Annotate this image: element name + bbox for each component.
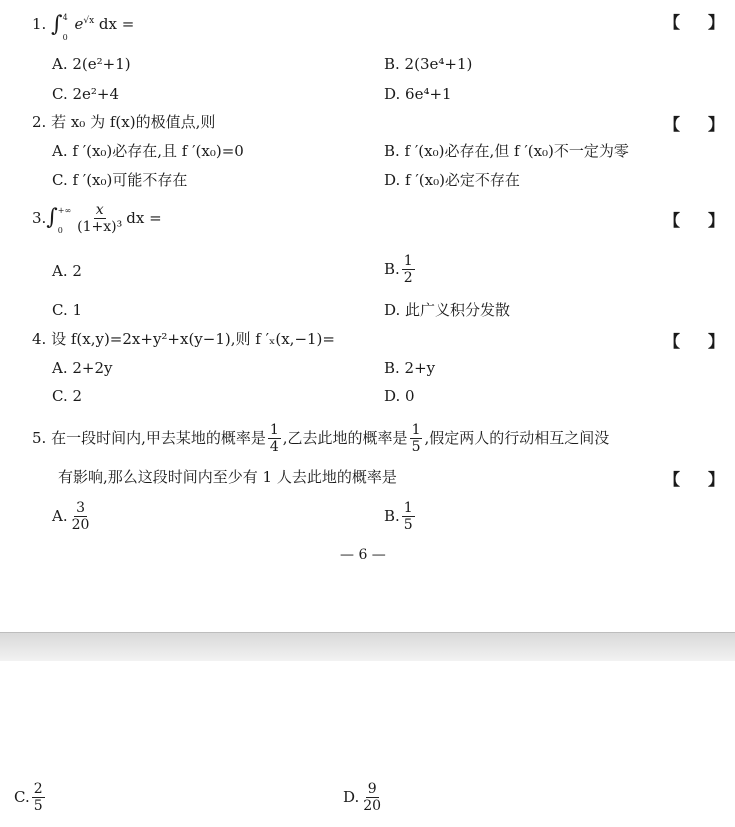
q1-option-d: D. 6e⁴+1 (384, 85, 452, 103)
answer-bracket-5: 【 】 (664, 470, 724, 489)
q3-option-d: D. 此广义积分发散 (384, 301, 511, 319)
q3-option-a: A. 2 (52, 262, 82, 280)
answer-bracket-2: 【 】 (664, 115, 724, 134)
q2-option-a: A. f ′(x₀)必存在,且 f ′(x₀)=0 (52, 142, 244, 160)
answer-bracket-4: 【 】 (664, 332, 724, 351)
integrand-fraction: $\frac{x}{\text{(1+x)³}}$ (77, 201, 123, 235)
page-number: — 6 — (340, 547, 386, 563)
question-2-stem: 2. 若 x₀ 为 f(x)的极值点,则 (32, 113, 216, 131)
question-1-stem: 1. ∫ 4 0 $e^{√x}$ dx = (32, 12, 135, 42)
question-4-stem: 4. 设 f(x,y)=2x+y²+x(y−1),则 f ′ₓ(x,−1)= (32, 330, 335, 348)
integral-sign: ∫ (46, 205, 58, 230)
q5-option-a: A. $\frac{3}{20}$ (52, 499, 90, 533)
q4-option-b: B. 2+y (384, 359, 436, 377)
q4-option-a: A. 2+2y (52, 359, 113, 377)
q5-option-c: C. $\frac{2}{5}$ (14, 780, 43, 814)
integral-sign: ∫ (51, 12, 63, 37)
question-5-stem-line2: 有影响,那么这段时间内至少有 1 人去此地的概率是 (58, 468, 397, 486)
page-break-divider (0, 632, 735, 661)
question-3-stem: 3. ∫ +∞ 0 $\frac{x}{\text{(1+x)³}}$ dx = (32, 201, 162, 235)
q5-option-b: B. $\frac{1}{5}$ (384, 499, 413, 533)
q3-option-c: C. 1 (52, 301, 83, 319)
q1-option-a: A. 2(e²+1) (52, 55, 131, 73)
question-5-stem: 5. 在一段时间内,甲去某地的概率是 $\frac{1}{4}$ ,乙去此地的概率是 $\frac{1}{5}$ ,假定两人的行动相互之间没 (32, 421, 610, 455)
q2-option-c: C. f ′(x₀)可能不存在 (52, 171, 188, 189)
q2-option-d: D. f ′(x₀)必定不存在 (384, 171, 520, 189)
answer-bracket-3: 【 】 (664, 211, 724, 230)
q4-option-d: D. 0 (384, 387, 415, 405)
q1-option-b: B. 2(3e⁴+1) (384, 55, 473, 73)
answer-bracket-1: 【 】 (664, 13, 724, 32)
q1-option-c: C. 2e²+4 (52, 85, 120, 103)
q5-option-d: D. $\frac{9}{20}$ (343, 780, 382, 814)
q4-option-c: C. 2 (52, 387, 83, 405)
q2-option-b: B. f ′(x₀)必存在,但 f ′(x₀)不一定为零 (384, 142, 629, 160)
q3-option-b: B. $\frac{1}{2}$ (384, 252, 413, 286)
